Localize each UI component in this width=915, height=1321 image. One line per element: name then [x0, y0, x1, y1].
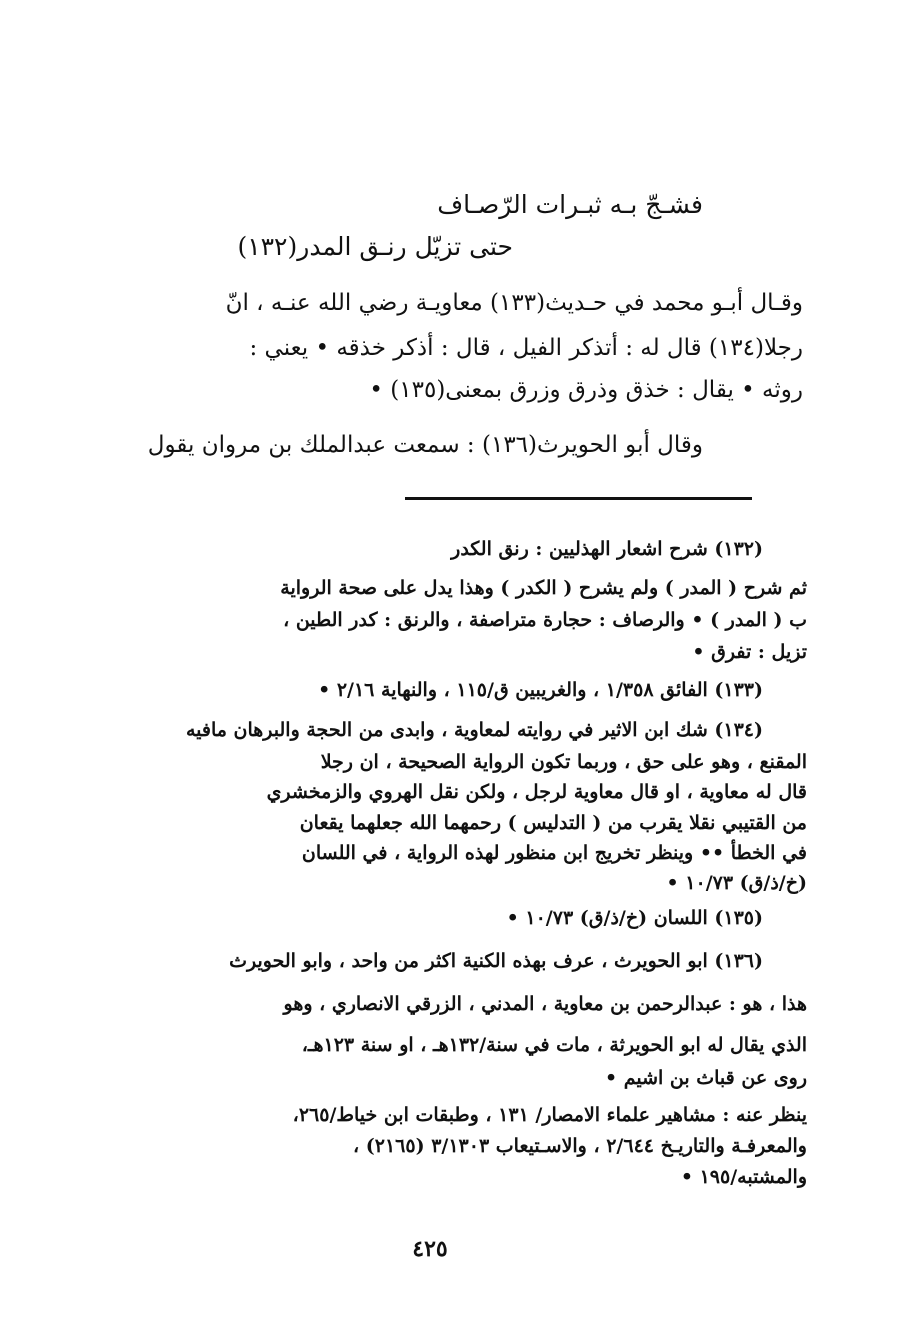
page-number: ٤٢٥: [412, 1236, 448, 1262]
footnote-line: والمشتبه/١٩٥ •: [680, 1166, 807, 1188]
body-line: وقال أبو الحويرث(١٣٦) : سمعت عبدالملك بن مروان يقول: [147, 432, 703, 458]
body-line: روثه • يقال : خذق وذرق وزرق بمعنى(١٣٥) •: [369, 377, 803, 403]
footnote-line: ب ( المدر ) • والرصاف : حجارة متراصفة ، والرنق : كدر الطين ،: [283, 609, 807, 631]
footnote-134: (١٣٤) شك ابن الاثير في روايته لمعاوية ، وابدى من الحجة والبرهان مافيه: [185, 719, 763, 741]
footnote-line: تزيل : تفرق •: [692, 641, 807, 663]
footnote-line: المقنع ، وهو على حق ، وربما تكون الرواية الصحيحة ، ان رجلا: [320, 751, 807, 773]
footnote-line: من القتيبي نقلا يقرب من ( التدليس ) رحمهما الله جعلهما يقعان: [299, 812, 807, 834]
footnote-line: روى عن قباث بن اشيم •: [604, 1067, 807, 1089]
verse-line-1: فشـجّ بـه ثبـرات الرّصـاف: [437, 190, 703, 219]
footnote-separator: [405, 497, 752, 500]
body-line: وقـال أبـو محمد في حـديث(١٣٣) معاويـة رضي الله عنـه ، انّ: [225, 290, 803, 316]
footnote-132: (١٣٢) شرح اشعار الهذليين : رنق الكدر: [451, 538, 763, 560]
verse-line-2: حتى تزيّل رنـق المدر(١٣٢): [237, 232, 513, 261]
footnote-line: ينظر عنه : مشاهير علماء الامصار/ ١٣١ ، وطبقات ابن خياط/٢٦٥،: [292, 1104, 807, 1126]
footnote-line: ثم شرح ( المدر ) ولم يشرح ( الكدر ) وهذا يدل على صحة الرواية: [280, 577, 807, 599]
footnote-line: في الخطأ •• وينظر تخريج ابن منظور لهذه الرواية ، في اللسان: [301, 842, 807, 864]
footnote-133: (١٣٣) الفائق ١/٣٥٨ ، والغريبين ق/١١٥ ، والنهاية ٢/١٦ •: [318, 679, 763, 701]
footnote-line: هذا ، هو : عبدالرحمن بن معاوية ، المدني ، الزرقي الانصاري ، وهو: [283, 993, 807, 1015]
footnote-line: قال له معاوية ، او قال معاوية لرجل ، ولكن نقل الهروي والزمخشري: [266, 781, 807, 803]
footnote-line: (خ/ذ/ق) ١٠/٧٣ •: [666, 872, 807, 894]
footnote-line: والمعرفـة والتاريـخ ٢/٦٤٤ ، والاسـتيعاب ٣/١٣٠٣ (٢١٦٥) ،: [353, 1135, 807, 1157]
footnote-136: (١٣٦) ابو الحويرث ، عرف بهذه الكنية اكثر من واحد ، وابو الحويرث: [229, 950, 763, 972]
body-line: رجلا(١٣٤) قال له : أتذكر الفيل ، قال : أذكر خذقه • يعني :: [249, 335, 803, 361]
footnote-line: الذي يقال له ابو الحويرثة ، مات في سنة/١٣٢هـ ، او سنة ١٢٣هـ،: [301, 1034, 807, 1056]
footnote-135: (١٣٥) اللسان (خ/ذ/ق) ١٠/٧٣ •: [506, 907, 763, 929]
